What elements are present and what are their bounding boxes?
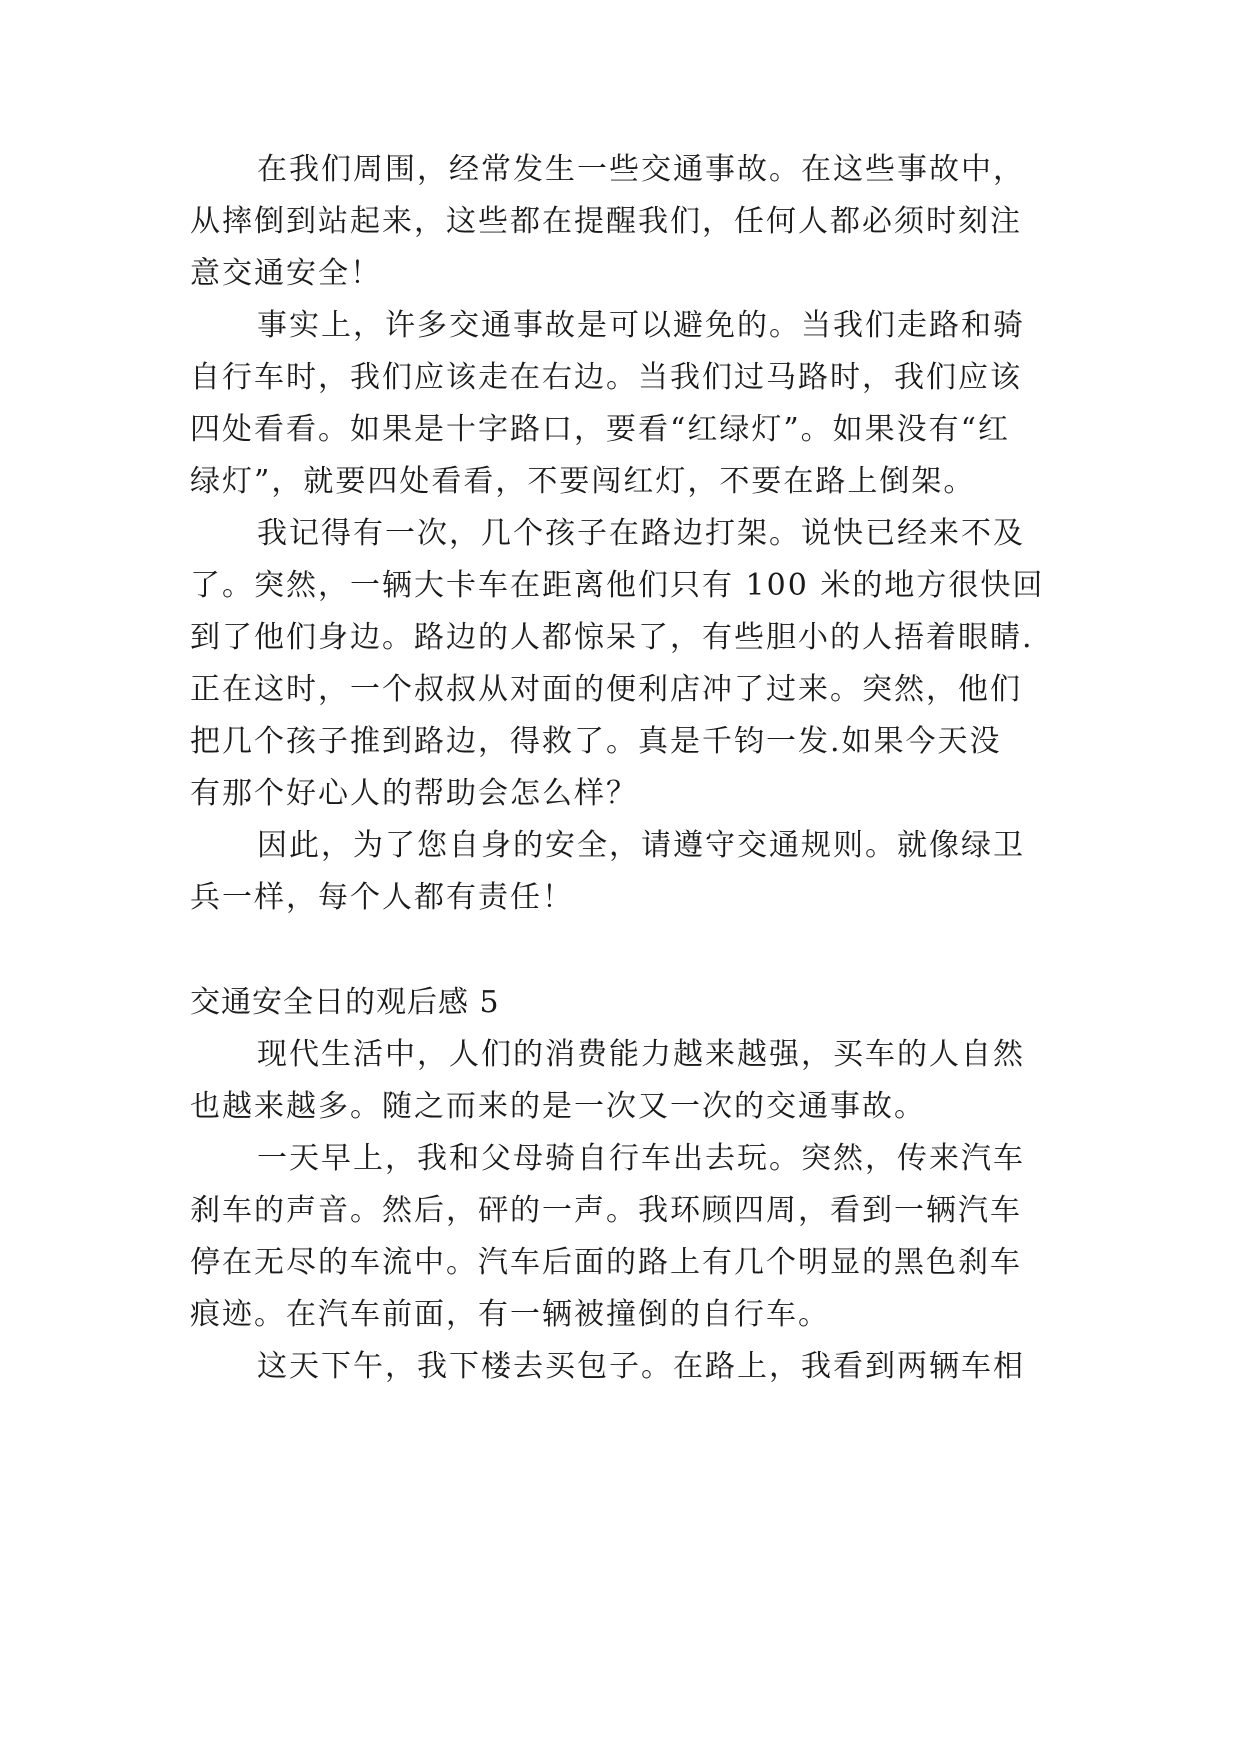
paragraph-line: 把几个孩子推到路边，得救了。真是千钧一发.如果今天没 [190,724,1002,759]
section-heading: 交通安全日的观后感 5 [190,985,500,1020]
paragraph-line: 了。突然，一辆大卡车在距离他们只有 100 米的地方很快回 [190,568,1045,603]
paragraph-line: 意交通安全！ [190,256,382,291]
paragraph-line: 因此，为了您自身的安全，请遵守交通规则。就像绿卫 [257,828,1025,863]
paragraph-line: 事实上，许多交通事故是可以避免的。当我们走路和骑 [257,308,1025,343]
paragraph-line: 兵一样，每个人都有责任！ [190,880,574,915]
paragraph-line: 自行车时，我们应该走在右边。当我们过马路时，我们应该 [190,360,1022,395]
paragraph-line: 到了他们身边。路边的人都惊呆了，有些胆小的人捂着眼睛. [190,620,1034,655]
paragraph-line: 有那个好心人的帮助会怎么样？ [190,776,638,811]
paragraph-line: 痕迹。在汽车前面，有一辆被撞倒的自行车。 [190,1297,830,1332]
paragraph-line: 现代生活中，人们的消费能力越来越强，买车的人自然 [257,1037,1025,1072]
paragraph-line: 四处看看。如果是十字路口，要看“红绿灯”。如果没有“红 [190,412,1011,447]
paragraph-line: 停在无尽的车流中。汽车后面的路上有几个明显的黑色刹车 [190,1245,1022,1280]
paragraph-line: 在我们周围，经常发生一些交通事故。在这些事故中， [257,152,1025,187]
paragraph-line: 绿灯”，就要四处看看，不要闯红灯，不要在路上倒架。 [190,464,976,499]
paragraph-line: 正在这时，一个叔叔从对面的便利店冲了过来。突然，他们 [190,672,1022,707]
paragraph-line: 刹车的声音。然后，砰的一声。我环顾四周，看到一辆汽车 [190,1193,1022,1228]
paragraph-line: 从摔倒到站起来，这些都在提醒我们，任何人都必须时刻注 [190,204,1022,239]
paragraph-line: 我记得有一次，几个孩子在路边打架。说快已经来不及 [257,516,1025,551]
paragraph-line: 一天早上，我和父母骑自行车出去玩。突然，传来汽车 [257,1141,1025,1176]
paragraph-line: 这天下午，我下楼去买包子。在路上，我看到两辆车相 [257,1349,1025,1384]
paragraph-line: 也越来越多。随之而来的是一次又一次的交通事故。 [190,1089,926,1124]
